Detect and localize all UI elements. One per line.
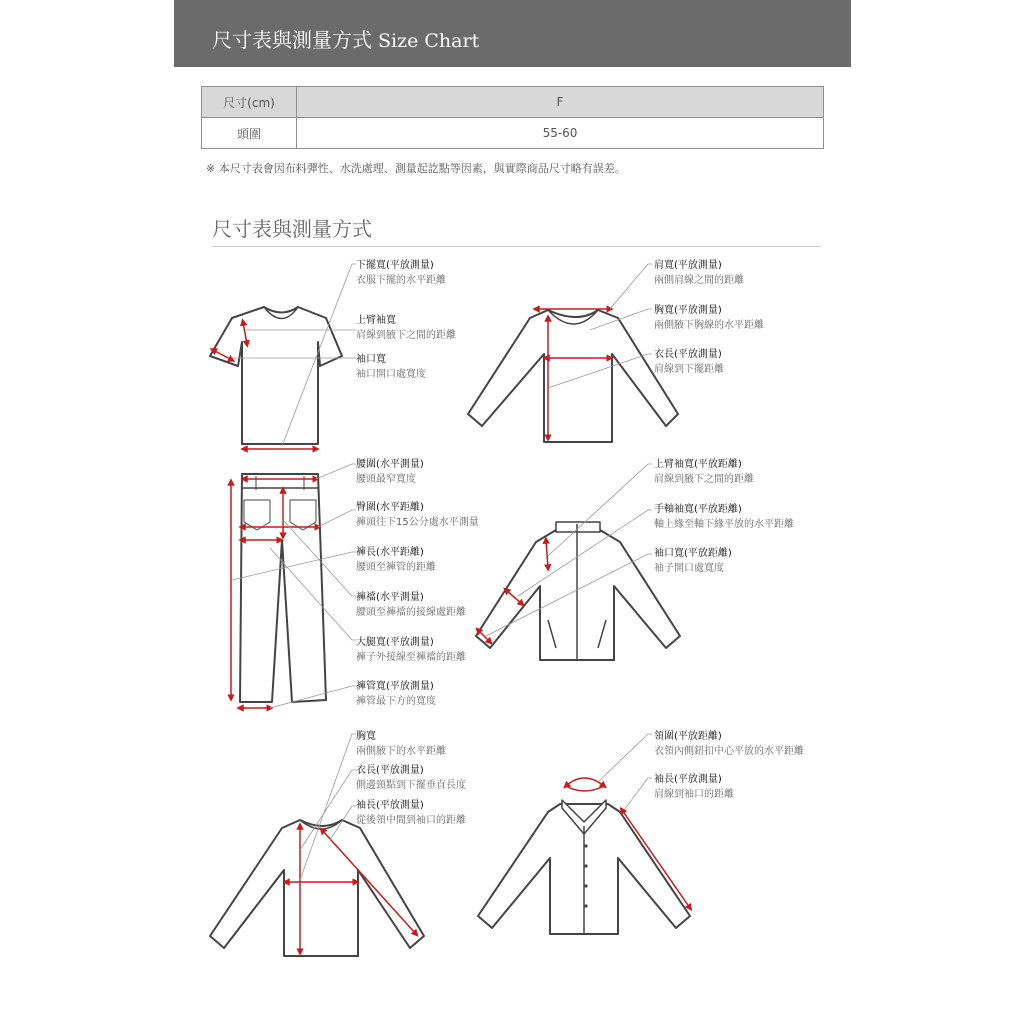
- label-title: 上臂袖寬: [356, 315, 396, 326]
- disclaimer-note: ※ 本尺寸表會因布料彈性、水洗處理、測量起訖點等因素，與實際商品尺寸略有誤差。: [206, 162, 626, 175]
- label-title: 上臂袖寬(平放距離): [654, 459, 742, 470]
- label-title: 手軸袖寬(平放距離): [654, 504, 742, 515]
- label-title: 袖長(平放測量): [654, 774, 722, 785]
- row-value-cell: 55-60: [297, 118, 824, 149]
- label-sleeve-1: [356, 798, 466, 828]
- label-desc: 兩側腋下胸線的水平距離: [654, 320, 764, 331]
- label-length-1: [654, 347, 724, 377]
- label-desc: 軸上緣至軸下緣平放的水平距離: [654, 519, 794, 530]
- label-rise: [356, 590, 466, 620]
- label-desc: 側邊頸點到下擺垂直長度: [356, 780, 466, 791]
- dress-shirt-illustration: [478, 800, 690, 934]
- label-desc: 褲管最下方的寬度: [356, 696, 436, 707]
- label-title: 衣長(平放測量): [356, 765, 424, 776]
- dress-shirt-guide-lines: [598, 734, 652, 810]
- label-title: 臀圍(水平距離): [356, 502, 424, 513]
- label-waist: [356, 457, 424, 487]
- label-title: 袖口寬: [356, 354, 386, 365]
- label-desc: 袖子開口處寬度: [654, 563, 724, 574]
- label-upper-arm-1: [356, 313, 456, 343]
- label-desc: 肩線到腋下之間的距離: [654, 474, 754, 485]
- label-pants-length: [356, 545, 436, 575]
- label-chest-2: [356, 729, 446, 759]
- section-title: 尺寸表與測量方式: [212, 217, 372, 241]
- label-title: 褲長(水平距離): [356, 547, 424, 558]
- label-leg-opening: [356, 679, 436, 709]
- label-desc: 肩線到腋下之間的距離: [356, 330, 456, 341]
- label-title: 腰圍(水平測量): [356, 459, 424, 470]
- label-desc: 褲頭往下15公分處水平測量: [356, 517, 479, 528]
- size-value-cell: F: [297, 87, 824, 118]
- label-desc: 衣領內側鈕扣中心平放的水平距離: [654, 746, 804, 757]
- banner-title-zh: 尺寸表與測量方式: [212, 28, 372, 52]
- label-length-2: [356, 763, 466, 793]
- label-cuff-1: [356, 352, 426, 382]
- label-title: 衣長(平放測量): [654, 349, 722, 360]
- label-desc: 肩線到下擺距離: [654, 364, 724, 375]
- label-forearm: [654, 502, 794, 532]
- label-title: 肩寬(平放測量): [654, 260, 722, 271]
- label-collar: [654, 729, 804, 759]
- label-desc: 兩側腋下的水平距離: [356, 746, 446, 757]
- label-desc: 褲子外接線至褲襠的距離: [356, 652, 466, 663]
- size-header-cell: 尺寸(cm): [202, 87, 297, 118]
- sweatshirt-illustration: [210, 820, 424, 956]
- label-title: 大腿寬(平放測量): [356, 637, 434, 648]
- label-title: 下擺寬(平放測量): [356, 260, 434, 271]
- label-hip: [356, 500, 479, 530]
- label-upper-arm-2: [654, 457, 754, 487]
- label-title: 袖長(平放測量): [356, 800, 424, 811]
- label-desc: 從後領中間到袖口的距離: [356, 815, 466, 826]
- label-title: 褲管寬(平放測量): [356, 681, 434, 692]
- label-desc: 衣服下擺的水平距離: [356, 275, 446, 286]
- label-title: 胸寬(平放測量): [654, 305, 722, 316]
- label-hem-width: [356, 258, 446, 288]
- label-thigh: [356, 635, 466, 665]
- banner-title-en: Size Chart: [378, 30, 480, 52]
- label-title: 領圍(平放距離): [654, 731, 722, 742]
- label-desc: 肩線到袖口的距離: [654, 789, 734, 800]
- label-desc: 腰頭至褲管的距離: [356, 562, 436, 573]
- label-cuff-2: [654, 546, 732, 576]
- label-title: 褲襠(水平測量): [356, 592, 424, 603]
- label-desc: 腰頭至褲襠的接線處距離: [356, 607, 466, 618]
- row-label-cell: 頭圍: [202, 118, 297, 149]
- longsleeve-illustration: [468, 310, 678, 442]
- label-chest-1: [654, 303, 764, 333]
- label-sleeve-2: [654, 772, 734, 802]
- label-desc: 兩側肩線之間的距離: [654, 275, 744, 286]
- tshirt-illustration: [210, 307, 342, 444]
- label-desc: 袖口開口處寬度: [356, 369, 426, 380]
- label-title: 胸寬: [356, 731, 376, 742]
- label-desc: 腰頭最窄寬度: [356, 474, 416, 485]
- label-shoulder: [654, 258, 744, 288]
- label-title: 袖口寬(平放距離): [654, 548, 732, 559]
